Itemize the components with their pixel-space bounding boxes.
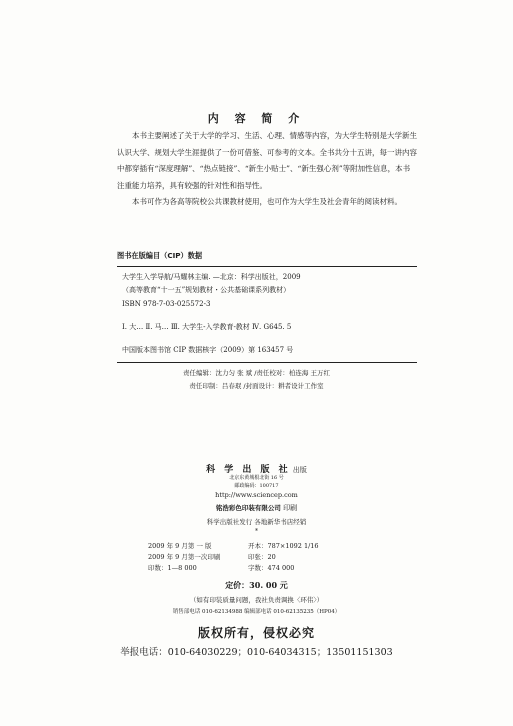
cip-line-classification: Ⅰ. 大… Ⅱ. 马… Ⅲ. 大学生-入学教育-教材 Ⅳ. G645. 5 [122,323,292,331]
cip-line-record-number: 中国版本图书馆 CIP 数据核字（2009）第 163457 号 [122,346,294,354]
distribution-line: 科学出版社发行 各地新华书店经销 [206,518,307,526]
service-note: （如有印装质量问题，我社负责调换〈环伟〉） [189,596,324,604]
editors-line-1: 责任编辑：沈力匀 张 斌 /责任校对：柏连海 王万红 [183,369,330,377]
abstract-paragraph-2: 本书可作为各高等院校公共课教材使用，也可作为大学生及社会青年的阅读材料。 [132,197,402,206]
printer-line [0,503,513,513]
abstract-paragraph-1: 本书主要阐述了关于大学的学习、生活、心理、情感等内容，为大学生特别是大学新生认识大学、规划大学生涯提供了一份可借鉴、可参考的文本。全书共分十五讲，每一讲内容中都穿插有“深度理解”、“热点链接”、“新生小贴士”、“新生强心剂”等附加性信息，本书注重能力培养，具有较强的针对性和指导性。 [117,131,417,190]
spec-printing: 2009 年 9 月第一次印刷 [148,553,221,561]
spec-copies: 印数：1—8 000 [148,564,197,572]
separator-star: * [255,528,258,535]
spec-words: 字数：474 000 [248,564,295,572]
cip-top-rule [117,266,417,267]
report-hotline: 举报电话：010-64030229；010-64034315；13501151303 [120,647,393,658]
printer-suffix: 印刷 [283,504,298,512]
cip-line-title: 大学生入学导航/马耀林主编. —北京：科学出版社，2009 [122,273,301,281]
department-phones: 销售部电话 010-62134988 编辑部电话 010-62135235（HP04） [172,609,341,615]
summary-title: 内 容 简 介 [207,112,306,125]
summary-abstract [117,128,417,211]
price: 定价：30. 00 元 [225,580,288,590]
publisher-url: http://www.sciencep.com [215,491,298,499]
publisher-suffix: 出版 [292,466,307,474]
spec-edition: 2009 年 9 月第 一 版 [148,542,212,550]
publisher-postcode: 邮政编码：100717 [234,482,279,489]
editors-line-2: 责任印制：吕春珉 /封面设计：耕者设计工作室 [189,382,324,390]
publisher-block [0,462,513,499]
cip-bottom-rule [117,362,417,363]
spec-format: 开本：787×1092 1/16 [248,542,319,550]
spec-sheets: 印张：20 [248,553,276,561]
rights-notice: 版权所有，侵权必究 [197,626,315,640]
publisher-address: 北京东黄城根北街 16 号 [229,475,284,481]
printer-name: 铭浩彩色印装有限公司 [215,504,281,512]
cip-header: 图书在版编目（CIP）数据 [117,251,203,260]
cip-line-series: （高等教育“十一五”规划教材・公共基础课系列教材） [122,286,291,294]
cip-line-isbn: ISBN 978-7-03-025572-3 [122,300,211,308]
publisher-logo-text: 科 学 出 版 社 [206,465,291,475]
